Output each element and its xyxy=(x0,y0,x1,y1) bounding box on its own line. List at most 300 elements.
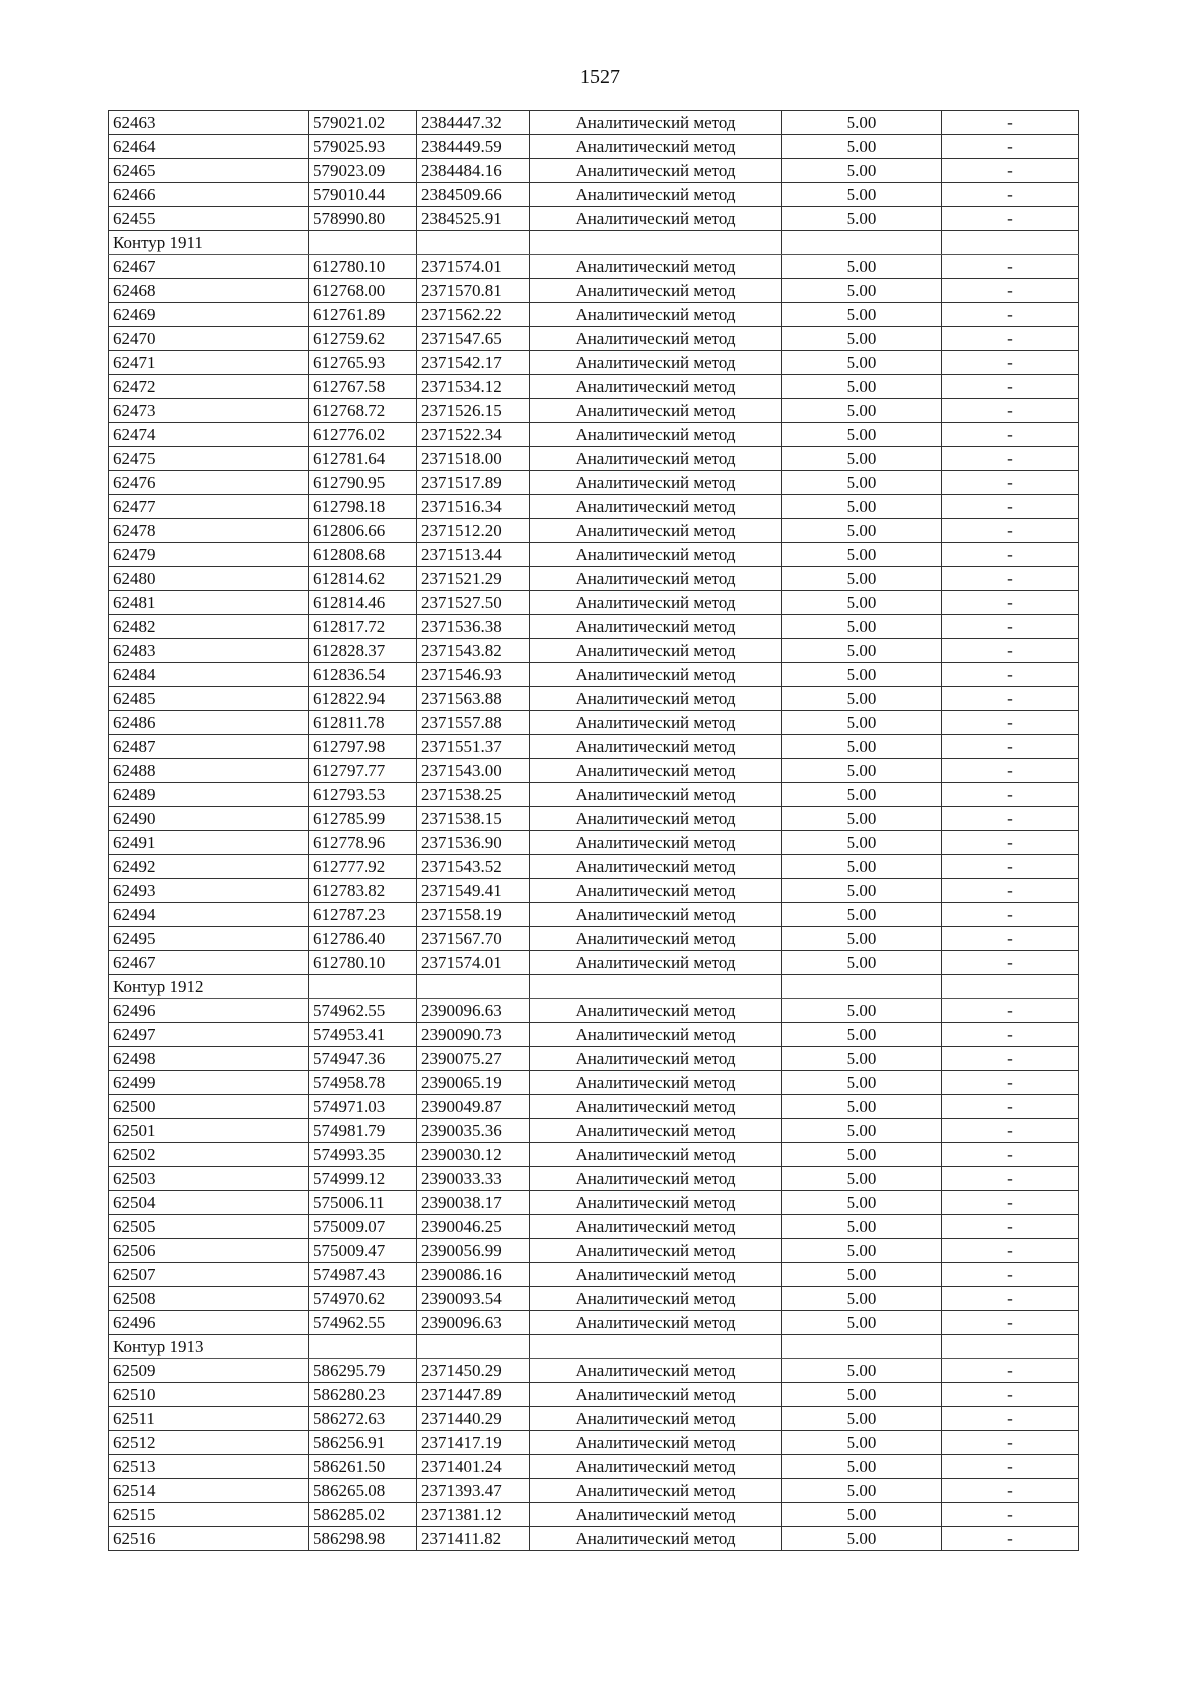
point-id-cell: 62466 xyxy=(109,183,309,207)
point-id-cell: 62490 xyxy=(109,807,309,831)
y-coordinate-cell: 2371534.12 xyxy=(417,375,530,399)
point-id-cell: 62516 xyxy=(109,1527,309,1551)
table-row xyxy=(109,831,1079,855)
table-row xyxy=(109,1311,1079,1335)
point-id-cell: 62468 xyxy=(109,279,309,303)
dash-cell: - xyxy=(942,375,1079,399)
method-cell: Аналитический метод xyxy=(530,1455,782,1479)
table-row xyxy=(109,855,1079,879)
method-cell: Аналитический метод xyxy=(530,1215,782,1239)
contour-label: Контур 1911 xyxy=(109,231,309,255)
x-coordinate-cell: 574953.41 xyxy=(309,1023,417,1047)
error-cell: 5.00 xyxy=(782,879,942,903)
table-row xyxy=(109,351,1079,375)
table-row xyxy=(109,1023,1079,1047)
error-cell: 5.00 xyxy=(782,1191,942,1215)
dash-cell: - xyxy=(942,831,1079,855)
table-row xyxy=(109,711,1079,735)
point-id-cell: 62488 xyxy=(109,759,309,783)
point-id-cell: 62483 xyxy=(109,639,309,663)
empty-cell xyxy=(417,231,530,255)
y-coordinate-cell: 2371567.70 xyxy=(417,927,530,951)
y-coordinate-cell: 2371440.29 xyxy=(417,1407,530,1431)
method-cell: Аналитический метод xyxy=(530,303,782,327)
x-coordinate-cell: 574971.03 xyxy=(309,1095,417,1119)
x-coordinate-cell: 578990.80 xyxy=(309,207,417,231)
y-coordinate-cell: 2371522.34 xyxy=(417,423,530,447)
method-cell: Аналитический метод xyxy=(530,1023,782,1047)
error-cell: 5.00 xyxy=(782,1455,942,1479)
method-cell: Аналитический метод xyxy=(530,111,782,135)
dash-cell: - xyxy=(942,1431,1079,1455)
point-id-cell: 62502 xyxy=(109,1143,309,1167)
contour-header-row xyxy=(109,231,1079,255)
table-row xyxy=(109,471,1079,495)
dash-cell: - xyxy=(942,423,1079,447)
x-coordinate-cell: 575006.11 xyxy=(309,1191,417,1215)
table-row xyxy=(109,183,1079,207)
table-row xyxy=(109,1119,1079,1143)
y-coordinate-cell: 2390035.36 xyxy=(417,1119,530,1143)
method-cell: Аналитический метод xyxy=(530,375,782,399)
y-coordinate-cell: 2371551.37 xyxy=(417,735,530,759)
point-id-cell: 62500 xyxy=(109,1095,309,1119)
dash-cell: - xyxy=(942,1287,1079,1311)
x-coordinate-cell: 612768.72 xyxy=(309,399,417,423)
point-id-cell: 62467 xyxy=(109,951,309,975)
method-cell: Аналитический метод xyxy=(530,519,782,543)
method-cell: Аналитический метод xyxy=(530,903,782,927)
x-coordinate-cell: 612785.99 xyxy=(309,807,417,831)
y-coordinate-cell: 2371512.20 xyxy=(417,519,530,543)
method-cell: Аналитический метод xyxy=(530,207,782,231)
table-row xyxy=(109,567,1079,591)
error-cell: 5.00 xyxy=(782,855,942,879)
dash-cell: - xyxy=(942,207,1079,231)
x-coordinate-cell: 574970.62 xyxy=(309,1287,417,1311)
method-cell: Аналитический метод xyxy=(530,1191,782,1215)
table-row xyxy=(109,423,1079,447)
x-coordinate-cell: 612793.53 xyxy=(309,783,417,807)
y-coordinate-cell: 2371542.17 xyxy=(417,351,530,375)
dash-cell: - xyxy=(942,1383,1079,1407)
method-cell: Аналитический метод xyxy=(530,1263,782,1287)
point-id-cell: 62510 xyxy=(109,1383,309,1407)
dash-cell: - xyxy=(942,543,1079,567)
dash-cell: - xyxy=(942,255,1079,279)
dash-cell: - xyxy=(942,711,1079,735)
error-cell: 5.00 xyxy=(782,639,942,663)
x-coordinate-cell: 579010.44 xyxy=(309,183,417,207)
point-id-cell: 62478 xyxy=(109,519,309,543)
method-cell: Аналитический метод xyxy=(530,951,782,975)
point-id-cell: 62473 xyxy=(109,399,309,423)
dash-cell: - xyxy=(942,1359,1079,1383)
y-coordinate-cell: 2371543.82 xyxy=(417,639,530,663)
x-coordinate-cell: 586272.63 xyxy=(309,1407,417,1431)
error-cell: 5.00 xyxy=(782,1311,942,1335)
x-coordinate-cell: 612767.58 xyxy=(309,375,417,399)
x-coordinate-cell: 612817.72 xyxy=(309,615,417,639)
method-cell: Аналитический метод xyxy=(530,783,782,807)
table-row xyxy=(109,327,1079,351)
method-cell: Аналитический метод xyxy=(530,159,782,183)
point-id-cell: 62508 xyxy=(109,1287,309,1311)
point-id-cell: 62492 xyxy=(109,855,309,879)
y-coordinate-cell: 2390065.19 xyxy=(417,1071,530,1095)
x-coordinate-cell: 612783.82 xyxy=(309,879,417,903)
y-coordinate-cell: 2371401.24 xyxy=(417,1455,530,1479)
x-coordinate-cell: 574962.55 xyxy=(309,1311,417,1335)
x-coordinate-cell: 612790.95 xyxy=(309,471,417,495)
method-cell: Аналитический метод xyxy=(530,447,782,471)
point-id-cell: 62485 xyxy=(109,687,309,711)
y-coordinate-cell: 2371558.19 xyxy=(417,903,530,927)
error-cell: 5.00 xyxy=(782,159,942,183)
method-cell: Аналитический метод xyxy=(530,351,782,375)
dash-cell: - xyxy=(942,783,1079,807)
x-coordinate-cell: 612814.62 xyxy=(309,567,417,591)
table-row xyxy=(109,255,1079,279)
dash-cell: - xyxy=(942,855,1079,879)
x-coordinate-cell: 575009.07 xyxy=(309,1215,417,1239)
y-coordinate-cell: 2371526.15 xyxy=(417,399,530,423)
y-coordinate-cell: 2371538.25 xyxy=(417,783,530,807)
table-row xyxy=(109,1479,1079,1503)
point-id-cell: 62515 xyxy=(109,1503,309,1527)
y-coordinate-cell: 2371381.12 xyxy=(417,1503,530,1527)
x-coordinate-cell: 612781.64 xyxy=(309,447,417,471)
error-cell: 5.00 xyxy=(782,735,942,759)
x-coordinate-cell: 612765.93 xyxy=(309,351,417,375)
method-cell: Аналитический метод xyxy=(530,255,782,279)
empty-cell xyxy=(782,231,942,255)
y-coordinate-cell: 2371546.93 xyxy=(417,663,530,687)
error-cell: 5.00 xyxy=(782,1215,942,1239)
point-id-cell: 62467 xyxy=(109,255,309,279)
x-coordinate-cell: 586298.98 xyxy=(309,1527,417,1551)
table-row xyxy=(109,807,1079,831)
dash-cell: - xyxy=(942,471,1079,495)
y-coordinate-cell: 2371547.65 xyxy=(417,327,530,351)
dash-cell: - xyxy=(942,1455,1079,1479)
x-coordinate-cell: 574962.55 xyxy=(309,999,417,1023)
point-id-cell: 62511 xyxy=(109,1407,309,1431)
dash-cell: - xyxy=(942,303,1079,327)
table-row xyxy=(109,519,1079,543)
dash-cell: - xyxy=(942,735,1079,759)
error-cell: 5.00 xyxy=(782,327,942,351)
y-coordinate-cell: 2371536.90 xyxy=(417,831,530,855)
x-coordinate-cell: 612776.02 xyxy=(309,423,417,447)
x-coordinate-cell: 579021.02 xyxy=(309,111,417,135)
table-row xyxy=(109,759,1079,783)
method-cell: Аналитический метод xyxy=(530,1167,782,1191)
method-cell: Аналитический метод xyxy=(530,711,782,735)
error-cell: 5.00 xyxy=(782,447,942,471)
method-cell: Аналитический метод xyxy=(530,135,782,159)
method-cell: Аналитический метод xyxy=(530,855,782,879)
y-coordinate-cell: 2371574.01 xyxy=(417,255,530,279)
point-id-cell: 62464 xyxy=(109,135,309,159)
dash-cell: - xyxy=(942,999,1079,1023)
y-coordinate-cell: 2371518.00 xyxy=(417,447,530,471)
point-id-cell: 62487 xyxy=(109,735,309,759)
dash-cell: - xyxy=(942,1215,1079,1239)
point-id-cell: 62474 xyxy=(109,423,309,447)
y-coordinate-cell: 2384509.66 xyxy=(417,183,530,207)
empty-cell xyxy=(530,975,782,999)
method-cell: Аналитический метод xyxy=(530,687,782,711)
method-cell: Аналитический метод xyxy=(530,1239,782,1263)
contour-header-row xyxy=(109,1335,1079,1359)
table-row xyxy=(109,1503,1079,1527)
error-cell: 5.00 xyxy=(782,1119,942,1143)
error-cell: 5.00 xyxy=(782,951,942,975)
x-coordinate-cell: 586285.02 xyxy=(309,1503,417,1527)
method-cell: Аналитический метод xyxy=(530,927,782,951)
error-cell: 5.00 xyxy=(782,183,942,207)
table-row xyxy=(109,639,1079,663)
contour-header-row xyxy=(109,975,1079,999)
point-id-cell: 62463 xyxy=(109,111,309,135)
error-cell: 5.00 xyxy=(782,927,942,951)
x-coordinate-cell: 612828.37 xyxy=(309,639,417,663)
error-cell: 5.00 xyxy=(782,135,942,159)
point-id-cell: 62481 xyxy=(109,591,309,615)
point-id-cell: 62513 xyxy=(109,1455,309,1479)
x-coordinate-cell: 612759.62 xyxy=(309,327,417,351)
point-id-cell: 62494 xyxy=(109,903,309,927)
method-cell: Аналитический метод xyxy=(530,1383,782,1407)
x-coordinate-cell: 612822.94 xyxy=(309,687,417,711)
dash-cell: - xyxy=(942,183,1079,207)
error-cell: 5.00 xyxy=(782,1071,942,1095)
error-cell: 5.00 xyxy=(782,1359,942,1383)
error-cell: 5.00 xyxy=(782,1383,942,1407)
method-cell: Аналитический метод xyxy=(530,1407,782,1431)
method-cell: Аналитический метод xyxy=(530,1071,782,1095)
method-cell: Аналитический метод xyxy=(530,1047,782,1071)
dash-cell: - xyxy=(942,759,1079,783)
error-cell: 5.00 xyxy=(782,663,942,687)
error-cell: 5.00 xyxy=(782,423,942,447)
error-cell: 5.00 xyxy=(782,831,942,855)
method-cell: Аналитический метод xyxy=(530,399,782,423)
method-cell: Аналитический метод xyxy=(530,327,782,351)
method-cell: Аналитический метод xyxy=(530,1359,782,1383)
dash-cell: - xyxy=(942,279,1079,303)
table-row xyxy=(109,159,1079,183)
y-coordinate-cell: 2371562.22 xyxy=(417,303,530,327)
y-coordinate-cell: 2371450.29 xyxy=(417,1359,530,1383)
contour-label: Контур 1913 xyxy=(109,1335,309,1359)
method-cell: Аналитический метод xyxy=(530,471,782,495)
dash-cell: - xyxy=(942,327,1079,351)
dash-cell: - xyxy=(942,1071,1079,1095)
error-cell: 5.00 xyxy=(782,495,942,519)
dash-cell: - xyxy=(942,927,1079,951)
method-cell: Аналитический метод xyxy=(530,183,782,207)
x-coordinate-cell: 612768.00 xyxy=(309,279,417,303)
dash-cell: - xyxy=(942,807,1079,831)
table-row xyxy=(109,1359,1079,1383)
y-coordinate-cell: 2371543.00 xyxy=(417,759,530,783)
point-id-cell: 62493 xyxy=(109,879,309,903)
x-coordinate-cell: 574947.36 xyxy=(309,1047,417,1071)
coordinates-table xyxy=(108,110,1079,1551)
error-cell: 5.00 xyxy=(782,903,942,927)
table-row xyxy=(109,375,1079,399)
y-coordinate-cell: 2390056.99 xyxy=(417,1239,530,1263)
error-cell: 5.00 xyxy=(782,1431,942,1455)
method-cell: Аналитический метод xyxy=(530,831,782,855)
method-cell: Аналитический метод xyxy=(530,1287,782,1311)
error-cell: 5.00 xyxy=(782,207,942,231)
x-coordinate-cell: 574981.79 xyxy=(309,1119,417,1143)
table-row xyxy=(109,783,1079,807)
error-cell: 5.00 xyxy=(782,615,942,639)
y-coordinate-cell: 2390049.87 xyxy=(417,1095,530,1119)
dash-cell: - xyxy=(942,399,1079,423)
method-cell: Аналитический метод xyxy=(530,1311,782,1335)
point-id-cell: 62499 xyxy=(109,1071,309,1095)
table-row xyxy=(109,1215,1079,1239)
method-cell: Аналитический метод xyxy=(530,639,782,663)
y-coordinate-cell: 2384447.32 xyxy=(417,111,530,135)
y-coordinate-cell: 2371393.47 xyxy=(417,1479,530,1503)
method-cell: Аналитический метод xyxy=(530,1479,782,1503)
dash-cell: - xyxy=(942,447,1079,471)
empty-cell xyxy=(309,1335,417,1359)
x-coordinate-cell: 612798.18 xyxy=(309,495,417,519)
point-id-cell: 62504 xyxy=(109,1191,309,1215)
error-cell: 5.00 xyxy=(782,1407,942,1431)
error-cell: 5.00 xyxy=(782,111,942,135)
dash-cell: - xyxy=(942,567,1079,591)
method-cell: Аналитический метод xyxy=(530,423,782,447)
x-coordinate-cell: 612787.23 xyxy=(309,903,417,927)
y-coordinate-cell: 2390075.27 xyxy=(417,1047,530,1071)
error-cell: 5.00 xyxy=(782,1095,942,1119)
error-cell: 5.00 xyxy=(782,471,942,495)
table-row xyxy=(109,1071,1079,1095)
method-cell: Аналитический метод xyxy=(530,279,782,303)
dash-cell: - xyxy=(942,639,1079,663)
x-coordinate-cell: 574958.78 xyxy=(309,1071,417,1095)
error-cell: 5.00 xyxy=(782,1239,942,1263)
x-coordinate-cell: 612797.77 xyxy=(309,759,417,783)
method-cell: Аналитический метод xyxy=(530,1119,782,1143)
error-cell: 5.00 xyxy=(782,567,942,591)
x-coordinate-cell: 612797.98 xyxy=(309,735,417,759)
y-coordinate-cell: 2371411.82 xyxy=(417,1527,530,1551)
table-row xyxy=(109,1527,1079,1551)
y-coordinate-cell: 2390038.17 xyxy=(417,1191,530,1215)
point-id-cell: 62503 xyxy=(109,1167,309,1191)
table-row xyxy=(109,399,1079,423)
y-coordinate-cell: 2371521.29 xyxy=(417,567,530,591)
point-id-cell: 62501 xyxy=(109,1119,309,1143)
error-cell: 5.00 xyxy=(782,591,942,615)
contour-label: Контур 1912 xyxy=(109,975,309,999)
table-row xyxy=(109,447,1079,471)
coordinates-table-body xyxy=(109,111,1079,1551)
dash-cell: - xyxy=(942,135,1079,159)
method-cell: Аналитический метод xyxy=(530,1431,782,1455)
point-id-cell: 62486 xyxy=(109,711,309,735)
error-cell: 5.00 xyxy=(782,1527,942,1551)
dash-cell: - xyxy=(942,879,1079,903)
table-row xyxy=(109,591,1079,615)
point-id-cell: 62497 xyxy=(109,1023,309,1047)
error-cell: 5.00 xyxy=(782,687,942,711)
y-coordinate-cell: 2371574.01 xyxy=(417,951,530,975)
x-coordinate-cell: 579025.93 xyxy=(309,135,417,159)
table-row xyxy=(109,1143,1079,1167)
point-id-cell: 62477 xyxy=(109,495,309,519)
point-id-cell: 62491 xyxy=(109,831,309,855)
dash-cell: - xyxy=(942,1503,1079,1527)
point-id-cell: 62476 xyxy=(109,471,309,495)
y-coordinate-cell: 2390096.63 xyxy=(417,999,530,1023)
dash-cell: - xyxy=(942,663,1079,687)
empty-cell xyxy=(942,231,1079,255)
empty-cell xyxy=(530,1335,782,1359)
table-row xyxy=(109,927,1079,951)
method-cell: Аналитический метод xyxy=(530,567,782,591)
point-id-cell: 62471 xyxy=(109,351,309,375)
method-cell: Аналитический метод xyxy=(530,735,782,759)
dash-cell: - xyxy=(942,159,1079,183)
dash-cell: - xyxy=(942,1239,1079,1263)
table-row xyxy=(109,735,1079,759)
empty-cell xyxy=(417,1335,530,1359)
table-row xyxy=(109,495,1079,519)
empty-cell xyxy=(309,231,417,255)
empty-cell xyxy=(309,975,417,999)
error-cell: 5.00 xyxy=(782,279,942,303)
table-row xyxy=(109,663,1079,687)
method-cell: Аналитический метод xyxy=(530,1143,782,1167)
error-cell: 5.00 xyxy=(782,1503,942,1527)
y-coordinate-cell: 2390086.16 xyxy=(417,1263,530,1287)
point-id-cell: 62465 xyxy=(109,159,309,183)
point-id-cell: 62495 xyxy=(109,927,309,951)
table-row xyxy=(109,543,1079,567)
x-coordinate-cell: 612761.89 xyxy=(309,303,417,327)
y-coordinate-cell: 2371516.34 xyxy=(417,495,530,519)
table-row xyxy=(109,303,1079,327)
table-row xyxy=(109,1455,1079,1479)
dash-cell: - xyxy=(942,351,1079,375)
y-coordinate-cell: 2390096.63 xyxy=(417,1311,530,1335)
y-coordinate-cell: 2371557.88 xyxy=(417,711,530,735)
table-row xyxy=(109,135,1079,159)
x-coordinate-cell: 612814.46 xyxy=(309,591,417,615)
x-coordinate-cell: 612780.10 xyxy=(309,951,417,975)
x-coordinate-cell: 586265.08 xyxy=(309,1479,417,1503)
table-row xyxy=(109,1047,1079,1071)
y-coordinate-cell: 2371570.81 xyxy=(417,279,530,303)
dash-cell: - xyxy=(942,1167,1079,1191)
method-cell: Аналитический метод xyxy=(530,1503,782,1527)
x-coordinate-cell: 575009.47 xyxy=(309,1239,417,1263)
error-cell: 5.00 xyxy=(782,999,942,1023)
error-cell: 5.00 xyxy=(782,759,942,783)
table-row xyxy=(109,279,1079,303)
error-cell: 5.00 xyxy=(782,303,942,327)
